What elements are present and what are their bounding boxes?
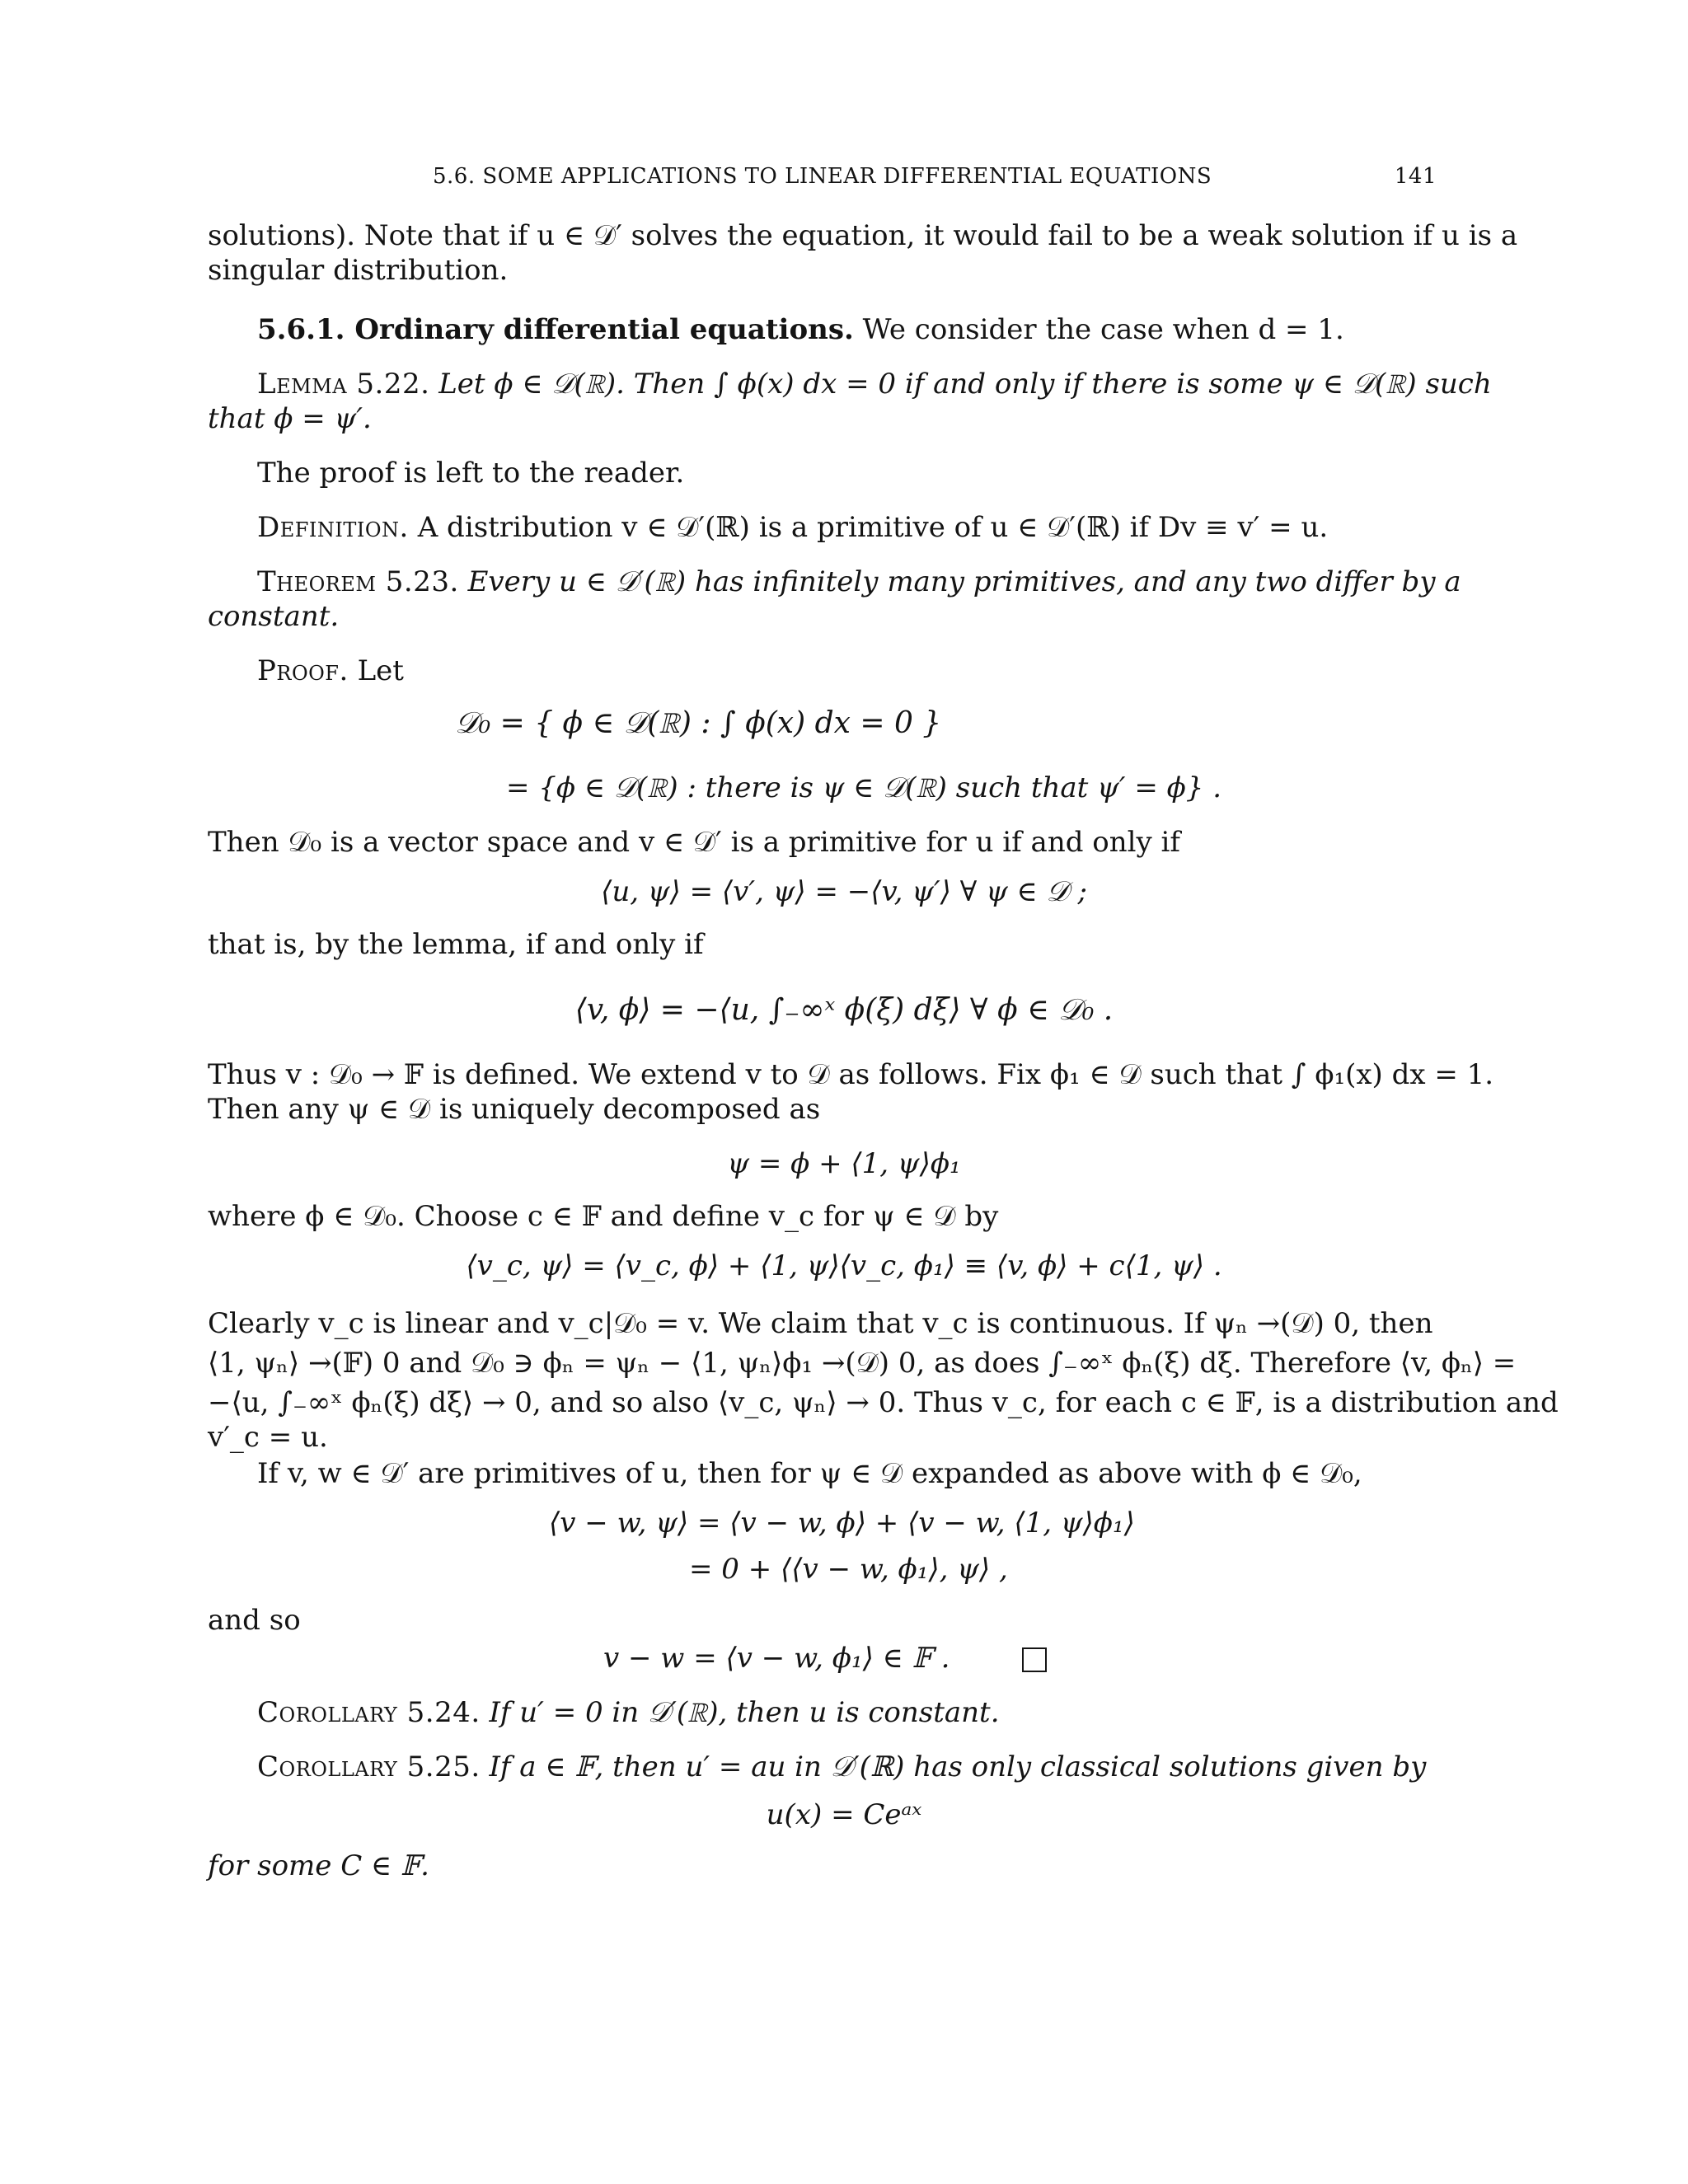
section-heading: 5.6.1. Ordinary differential equations. [257, 313, 854, 346]
corollary-24-label: Corollary 5.24. [257, 1696, 481, 1729]
lemma-text-2: that ϕ = ψ′. [208, 402, 372, 435]
equation-primitive: ⟨u, ψ⟩ = ⟨v′, ψ⟩ = −⟨v, ψ′⟩ ∀ ψ ∈ 𝒟 ; [601, 875, 1087, 908]
corollary-24-text: If u′ = 0 in 𝒟′(ℝ), then u is constant. [489, 1696, 1000, 1729]
equation-lemma: ⟨v, ϕ⟩ = −⟨u, ∫₋∞ˣ ϕ(ξ) dξ⟩ ∀ ϕ ∈ 𝒟₀ . [574, 993, 1114, 1027]
equation-final: v − w = ⟨v − w, ϕ₁⟩ ∈ 𝔽 . [603, 1642, 950, 1675]
intro-line-2: singular distribution. [208, 254, 509, 287]
then-line: Then 𝒟₀ is a vector space and v ∈ 𝒟′ is a primitive for u if and only if [208, 826, 1181, 859]
section-text: We consider the case when d = 1. [862, 313, 1344, 346]
thus-line-1: Thus v : 𝒟₀ → 𝔽 is defined. We extend v to 𝒟 as follows. Fix ϕ₁ ∈ 𝒟 such that ∫ ϕ₁(x) dx = 1. [208, 1058, 1494, 1091]
corollary-25-label: Corollary 5.25. [257, 1750, 481, 1783]
lemma-proof-note: The proof is left to the reader. [257, 457, 685, 490]
theorem-label: Theorem 5.23. [257, 565, 459, 598]
equation-vw-line-1: ⟨v − w, ψ⟩ = ⟨v − w, ϕ⟩ + ⟨v − w, ⟨1, ψ⟩ϕ₁⟩ [549, 1507, 1135, 1540]
that-is-line: that is, by the lemma, if and only if [208, 928, 704, 961]
theorem-line-1 [257, 564, 1461, 600]
for-some-line: for some C ∈ 𝔽. [208, 1849, 429, 1882]
clearly-line-3: −⟨u, ∫₋∞ˣ ϕₙ(ξ) dξ⟩ → 0, and so also ⟨v_c, ψₙ⟩ → 0. Thus v_c, for each c ∈ 𝔽, is a distribution and [208, 1386, 1559, 1419]
if-line: If v, w ∈ 𝒟′ are primitives of u, then for ψ ∈ 𝒟 expanded as above with ϕ ∈ 𝒟₀, [257, 1457, 1362, 1490]
intro-line-1: solutions). Note that if u ∈ 𝒟′ solves the equation, it would fail to be a weak solution if u is a [208, 219, 1518, 252]
lemma-label: Lemma 5.22. [257, 368, 430, 401]
and-so: and so [208, 1604, 301, 1637]
equation-vc: ⟨v_c, ψ⟩ = ⟨v_c, ϕ⟩ + ⟨1, ψ⟩⟨v_c, ϕ₁⟩ ≡ ⟨v, ϕ⟩ + c⟨1, ψ⟩ . [466, 1249, 1222, 1282]
proof-line [257, 653, 404, 689]
lemma-line-1 [257, 366, 1492, 402]
equation-decomposition: ψ = ϕ + ⟨1, ψ⟩ϕ₁ [727, 1147, 961, 1180]
thus-line-2: Then any ψ ∈ 𝒟 is uniquely decomposed as [208, 1093, 821, 1126]
definition-line [257, 509, 1328, 546]
proof-let: Let [357, 654, 404, 687]
equation-d0-line-1: 𝒟₀ = { ϕ ∈ 𝒟(ℝ) : ∫ ϕ(x) dx = 0 } [455, 706, 942, 740]
theorem-text-1: Every u ∈ 𝒟′(ℝ) has infinitely many primitives, and any two differ by a [467, 565, 1461, 598]
corollary-24-line [257, 1694, 1000, 1731]
clearly-line-1: Clearly v_c is linear and v_c|𝒟₀ = v. We claim that v_c is continuous. If ψₙ →(𝒟) 0, then [208, 1307, 1433, 1340]
equation-vw-line-2: = 0 + ⟨⟨v − w, ϕ₁⟩, ψ⟩ , [689, 1553, 1008, 1586]
definition-label: Definition. [257, 511, 409, 544]
page-number: 141 [1394, 164, 1437, 189]
section-heading-line [257, 312, 1344, 348]
equation-classical: u(x) = Ceᵃˣ [766, 1798, 922, 1831]
definition-text: A distribution v ∈ 𝒟′(ℝ) is a primitive of u ∈ 𝒟′(ℝ) if Dv ≡ v′ = u. [417, 511, 1329, 544]
running-title: 5.6. SOME APPLICATIONS TO LINEAR DIFFERENTIAL EQUATIONS [433, 164, 1212, 189]
corollary-25-text: If a ∈ 𝔽, then u′ = au in 𝒟′(ℝ) has only classical solutions given by [489, 1750, 1427, 1783]
qed-box [1022, 1640, 1047, 1676]
where-line: where ϕ ∈ 𝒟₀. Choose c ∈ 𝔽 and define v_c for ψ ∈ 𝒟 by [208, 1200, 999, 1233]
clearly-line-4: v′_c = u. [208, 1421, 328, 1454]
lemma-text-1: Let ϕ ∈ 𝒟(ℝ). Then ∫ ϕ(x) dx = 0 if and only if there is some ψ ∈ 𝒟(ℝ) such [438, 368, 1492, 401]
corollary-25-line [257, 1749, 1426, 1785]
theorem-text-2: constant. [208, 600, 340, 633]
equation-d0-line-2: = {ϕ ∈ 𝒟(ℝ) : there is ψ ∈ 𝒟(ℝ) such that ψ′ = ϕ} . [506, 771, 1222, 804]
clearly-line-2: ⟨1, ψₙ⟩ →(𝔽) 0 and 𝒟₀ ∋ ϕₙ = ψₙ − ⟨1, ψₙ⟩ϕ₁ →(𝒟) 0, as does ∫₋∞ˣ ϕₙ(ξ) dξ. Therefore ⟨v, ϕₙ⟩ = [208, 1347, 1517, 1380]
proof-label: Proof. [257, 654, 349, 687]
